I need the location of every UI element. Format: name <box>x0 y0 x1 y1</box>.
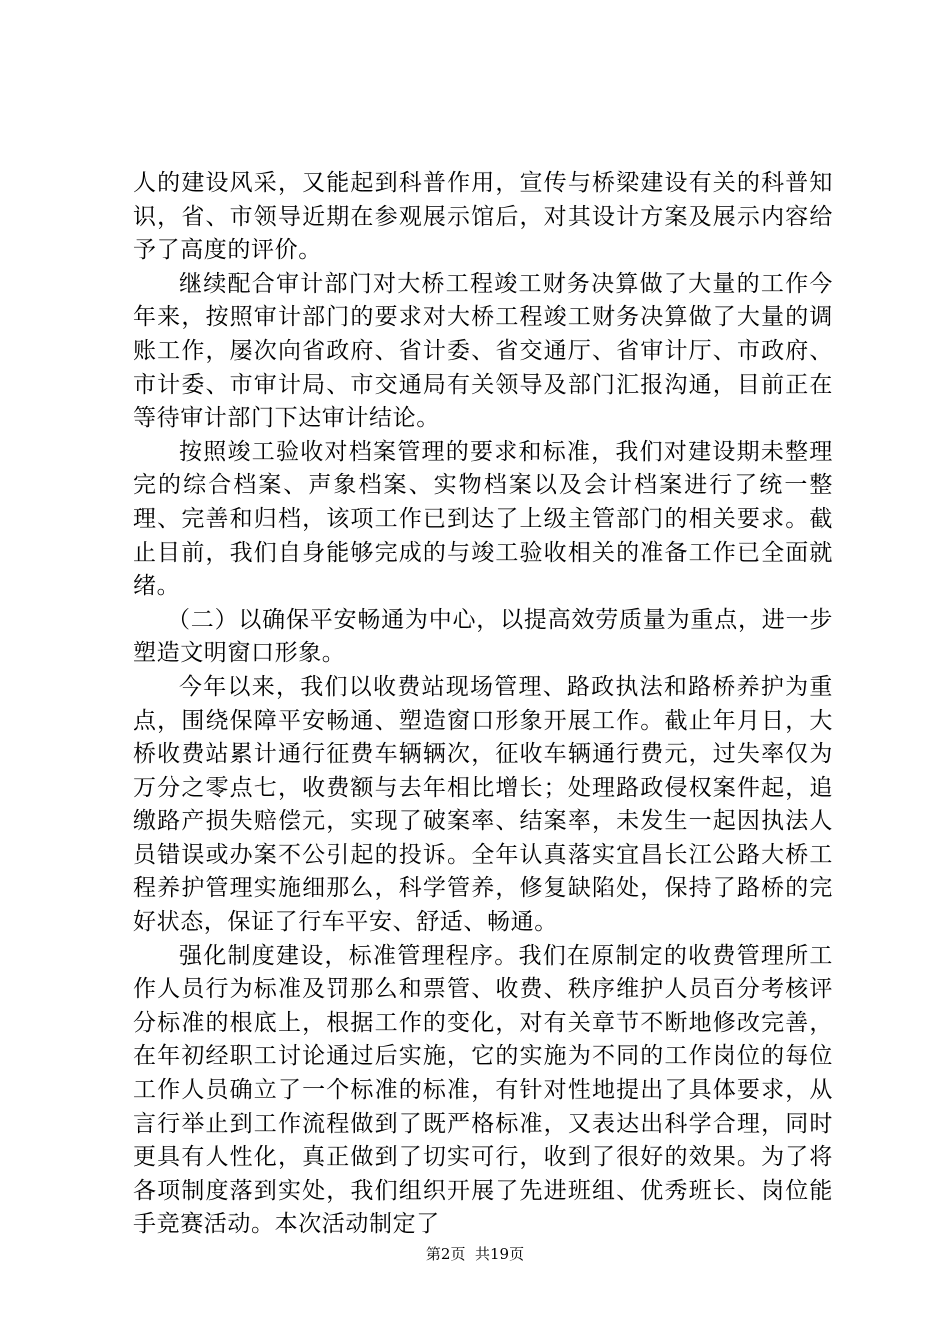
paragraph-continuation: 人的建设风采，又能起到科普作用，宣传与桥梁建设有关的科普知识，省、市领导近期在参观展示馆后，对其设计方案及展示内容给予了高度的评价。 <box>133 170 833 264</box>
paragraph-audit: 继续配合审计部门对大桥工程竣工财务决算做了大量的工作今年来，按照审计部门的要求对大桥工程竣工财务决算做了大量的调账工作，屡次向省政府、省计委、省交通厅、省审计厅、市政府、市计委、市审计局、市交通局有关领导及部门汇报沟通，目前正在等待审计部门下达审计结论。 <box>133 270 833 432</box>
section-heading-two: （二）以确保平安畅通为中心，以提高效劳质量为重点，进一步塑造文明窗口形象。 <box>133 606 833 667</box>
paragraph-institution-building: 强化制度建设，标准管理程序。我们在原制定的收费管理所工作人员行为标准及罚那么和票管、收费、秩序维护人员百分考核评分标准的根底上，根据工作的变化，对有关章节不断地修改完善，在年初经职工讨论通过后实施，它的实施为不同的工作岗位的每位工作人员确立了一个标准的标准，有针对性地提出了具体要求，从言行举止到工作流程做到了既严格标准，又表达出科学合理，同时更具有人性化，真正做到了切实可行，收到了很好的效果。为了将各项制度落到实处，我们组织开展了先进班组、优秀班长、岗位能手竞赛活动。本次活动制定了 <box>133 942 833 1238</box>
page-number-label: 第2页 共19页 <box>425 1245 525 1263</box>
paragraph-archives: 按照竣工验收对档案管理的要求和标准，我们对建设期未整理完的综合档案、声象档案、实物档案以及会计档案进行了统一整理、完善和归档，该项工作已到达了上级主管部门的相关要求。截止目前，我们自身能够完成的与竣工验收相关的准备工作已全面就绪。 <box>133 438 833 600</box>
paragraph-toll-management: 今年以来，我们以收费站现场管理、路政执法和路桥养护为重点，围绕保障平安畅通、塑造窗口形象开展工作。截止年月日，大桥收费站累计通行征费车辆辆次，征收车辆通行费元，过失率仅为万分之零点七，收费额与去年相比增长；处理路政侵权案件起，追缴路产损失赔偿元，实现了破案率、结案率，未发生一起因执法人员错误或办案不公引起的投诉。全年认真落实宜昌长江公路大桥工程养护管理实施细那么，科学管养，修复缺陷处，保持了路桥的完好状态，保证了行车平安、舒适、畅通。 <box>133 673 833 936</box>
document-body <box>133 167 833 1242</box>
page-footer <box>0 1244 950 1264</box>
